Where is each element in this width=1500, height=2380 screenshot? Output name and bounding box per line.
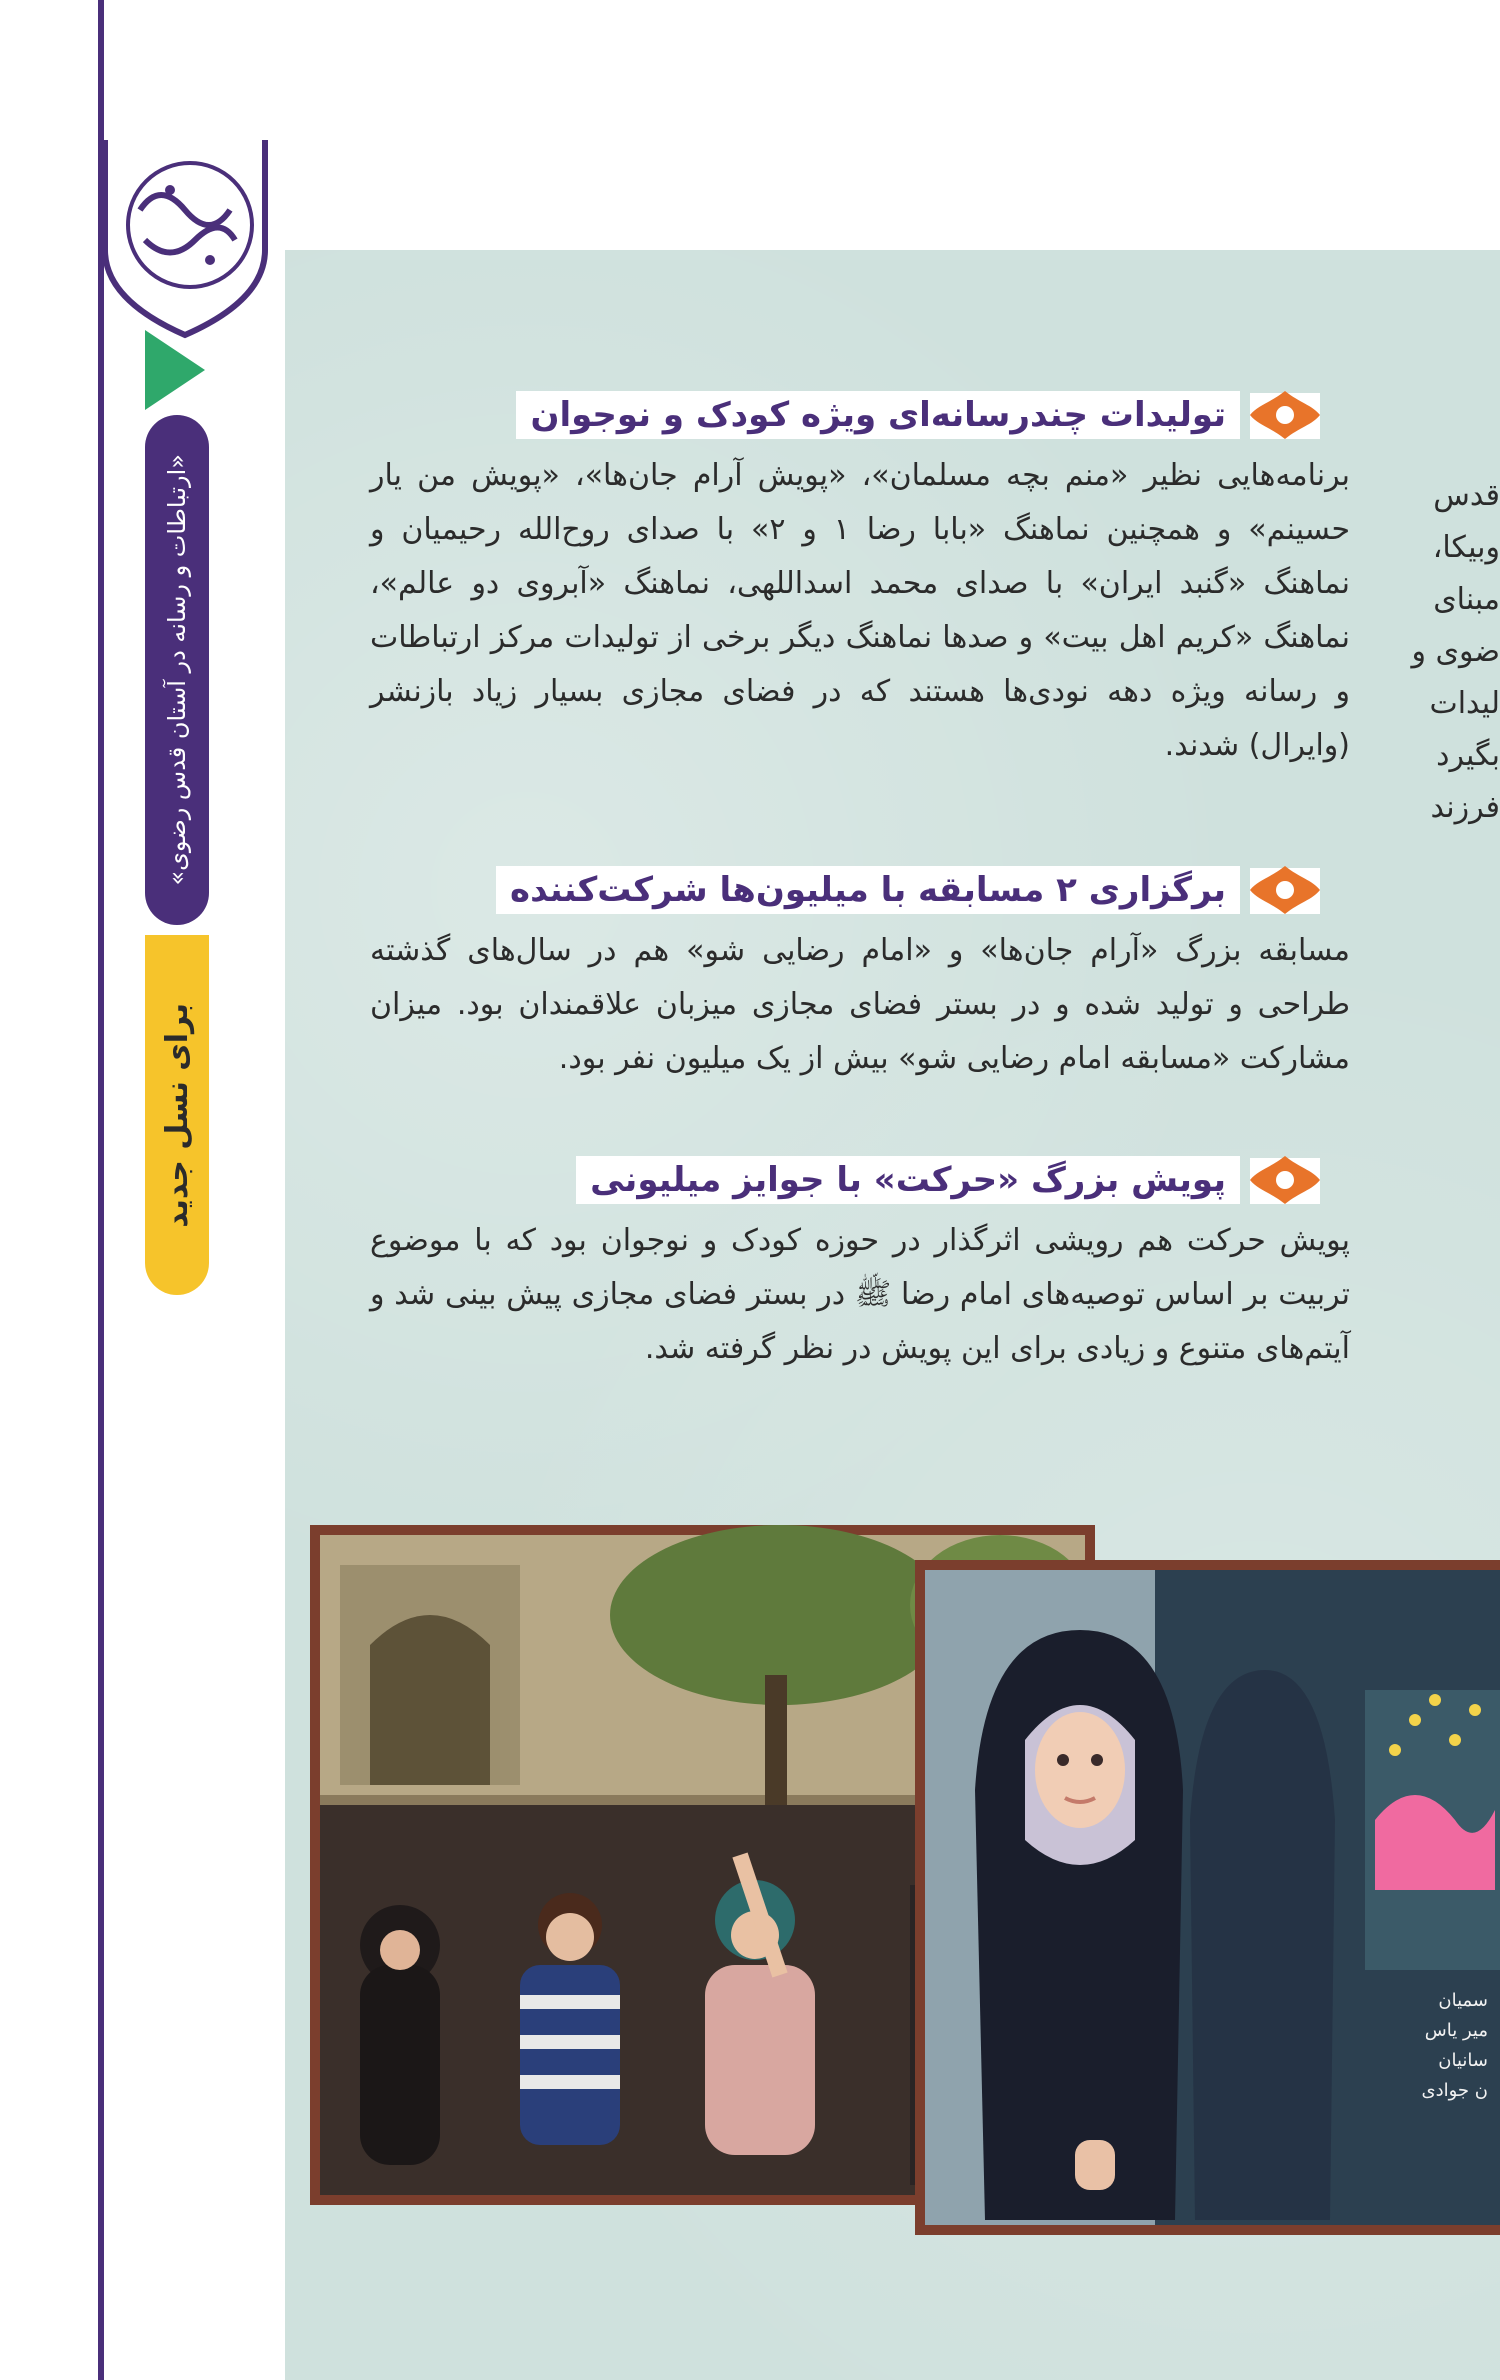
section-title: برگزاری ۲ مسابقه با میلیون‌ها شرکت‌کننده <box>496 866 1240 914</box>
adjacent-line: بگیرد <box>1436 738 1500 773</box>
adjacent-line: مبنای <box>1433 582 1500 617</box>
poster-credits <box>1358 1990 1488 2140</box>
section-campaign <box>370 1150 1350 1376</box>
play-triangle-icon <box>145 330 205 410</box>
poster-credit: سانیان <box>1438 2050 1488 2071</box>
section-label: برای نسل جدید <box>159 1002 195 1228</box>
logo-text <box>0 0 6 1</box>
adjacent-line: لیدات <box>1429 686 1500 721</box>
section-paragraph: مسابقه بزرگ «آرام جان‌ها» و «امام رضایی شو» هم در سال‌های گذشته طراحی و تولید شده و در بستر فضای مجازی میزبان علاقمندان بود. میزان مشارکت «مسابقه امام رضایی شو» بیش از یک میلیون نفر بود. <box>370 933 1350 1076</box>
section-title: تولیدات چندرسانه‌ای ویژه کودک و نوجوان <box>516 391 1240 439</box>
photo-girl-chador <box>915 1560 1500 2235</box>
magazine-logo <box>95 130 275 340</box>
adjacent-column-text <box>1405 470 1500 834</box>
series-label: «ارتباطات و رسانه در آستان قدس رضوی» <box>163 454 191 886</box>
section-label-pill <box>145 935 209 1295</box>
section-heading <box>370 860 1350 920</box>
section-production <box>370 385 1350 773</box>
adjacent-line: وبیکا، <box>1432 530 1500 565</box>
adjacent-line: قدس <box>1433 478 1500 513</box>
section-heading <box>370 1150 1350 1210</box>
flame-emblem-icon <box>1250 385 1350 445</box>
flame-emblem-icon <box>1250 860 1350 920</box>
section-paragraph: پویش حرکت هم رویشی اثرگذار در حوزه کودک و نوجوان بود که با موضوع تربیت بر اساس توصیه‌های امام رضا ﷺ در بستر فضای مجازی پیش بینی شد و آیتم‌های متنوع و زیادی برای این پویش در نظر گرفته شد. <box>370 1223 1350 1366</box>
photo-caption <box>310 1525 319 1526</box>
photo-caption <box>915 1560 920 1561</box>
section-title: پویش بزرگ «حرکت» با جوایز میلیونی <box>576 1156 1240 1204</box>
section-paragraph: برنامه‌هایی نظیر «منم بچه مسلمان»، «پویش آرام جان‌ها»، «پویش من یار حسینم» و همچنین نماهنگ «بابا رضا ۱ و ۲» با صدای روح‌الله رحیمیان و نماهنگ «گنبد ایران» با صدای محمد اسداللهی، نماهنگ «آبروی دو عالم»، نماهنگ «کریم اهل بیت» و صدها نماهنگ دیگر برخی از تولیدات مرکز ارتباطات و رسانه ویژه دهه نودی‌ها هستند که در فضای مجازی بسیار زیاد بازنشر (وایرال) شدند. <box>370 458 1350 763</box>
poster-credit: میر یاس <box>1424 2020 1488 2041</box>
poster-credit: ن جوادی <box>1421 2080 1488 2101</box>
sidebar-line <box>98 0 104 2380</box>
flame-emblem-icon <box>1250 1150 1350 1210</box>
section-competition <box>370 860 1350 1086</box>
poster-credit: سمیان <box>1438 1990 1488 2011</box>
section-heading <box>370 385 1350 445</box>
adjacent-line: ضوی و <box>1411 634 1500 669</box>
adjacent-line: فرزند <box>1430 790 1500 825</box>
series-label-pill <box>145 415 209 925</box>
